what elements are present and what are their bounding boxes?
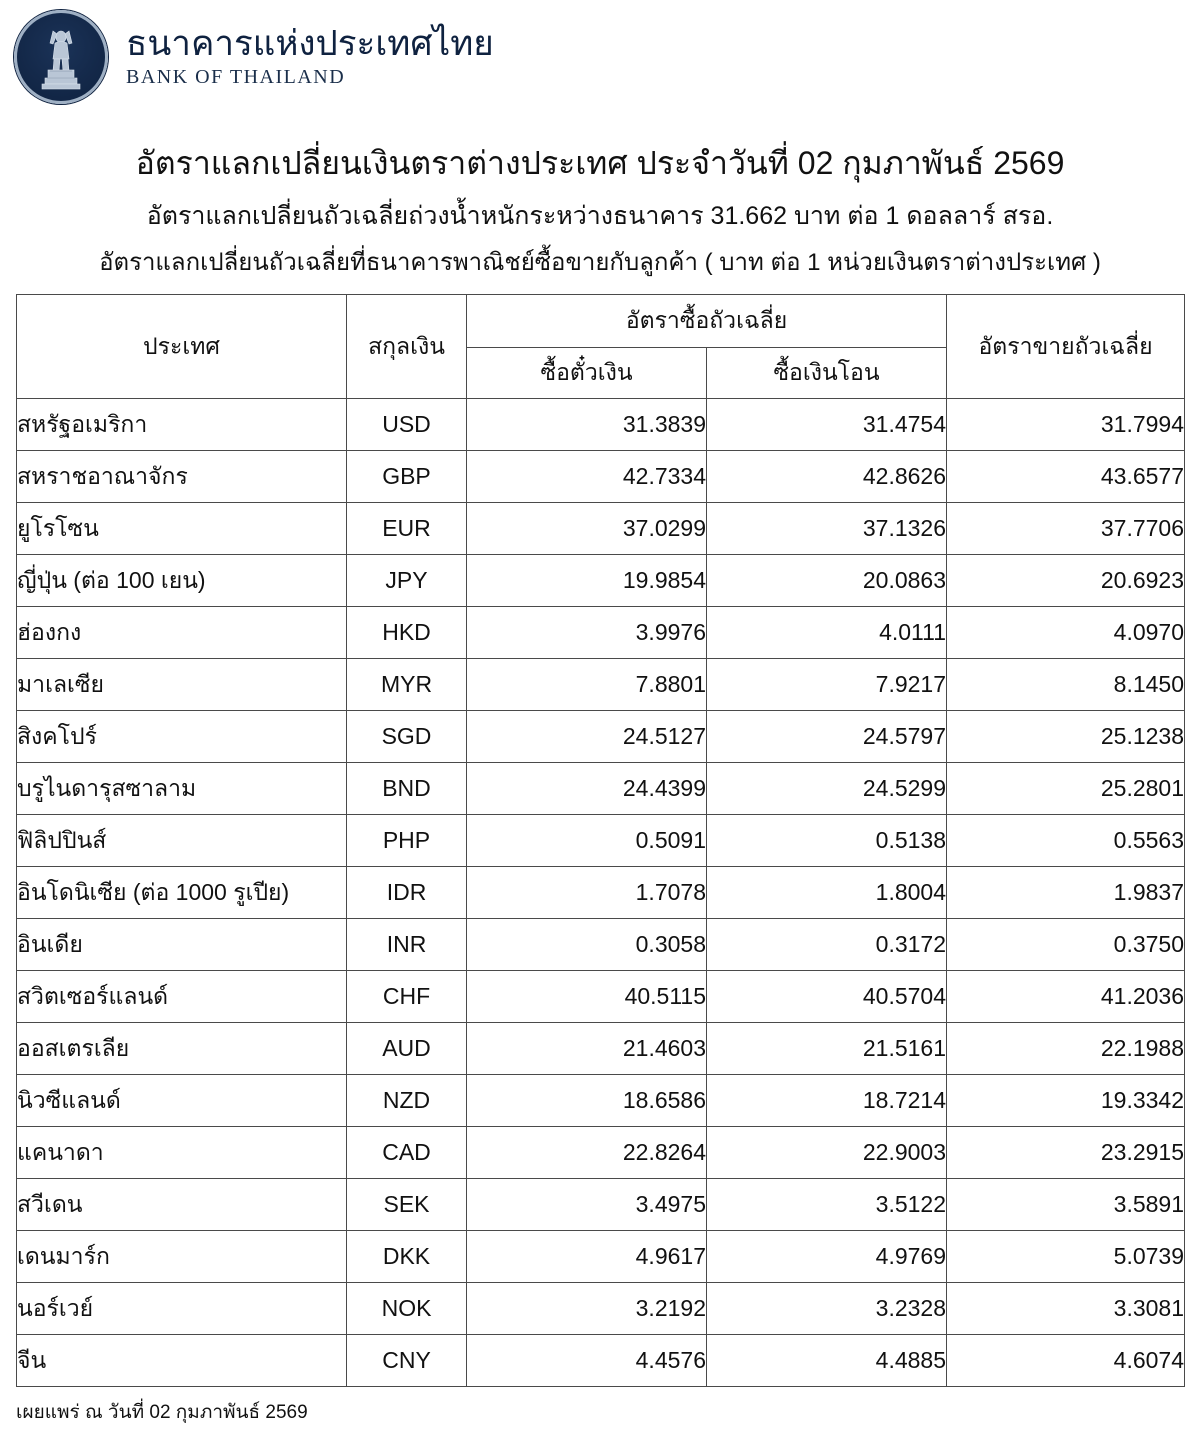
column-header-currency: สกุลเงิน	[347, 295, 467, 399]
cell-buying-sight: 42.7334	[467, 451, 707, 503]
cell-currency: NZD	[347, 1075, 467, 1127]
cell-selling: 43.6577	[947, 451, 1185, 503]
cell-currency: JPY	[347, 555, 467, 607]
table-row	[17, 555, 1185, 607]
table-row	[17, 607, 1185, 659]
cell-selling: 5.0739	[947, 1231, 1185, 1283]
table-row	[17, 1179, 1185, 1231]
cell-currency: MYR	[347, 659, 467, 711]
cell-country: นิวซีแลนด์	[17, 1075, 347, 1127]
cell-selling: 41.2036	[947, 971, 1185, 1023]
table-body	[17, 399, 1185, 1387]
cell-currency: BND	[347, 763, 467, 815]
cell-currency: SEK	[347, 1179, 467, 1231]
cell-buying-sight: 3.2192	[467, 1283, 707, 1335]
cell-buying-transfer: 4.9769	[707, 1231, 947, 1283]
cell-buying-transfer: 24.5797	[707, 711, 947, 763]
cell-currency: DKK	[347, 1231, 467, 1283]
cell-buying-sight: 37.0299	[467, 503, 707, 555]
table-row	[17, 1127, 1185, 1179]
cell-country: สิงคโปร์	[17, 711, 347, 763]
cell-selling: 25.2801	[947, 763, 1185, 815]
cell-selling: 0.3750	[947, 919, 1185, 971]
cell-selling: 8.1450	[947, 659, 1185, 711]
cell-currency: HKD	[347, 607, 467, 659]
cell-country: มาเลเซีย	[17, 659, 347, 711]
column-header-selling: อัตราขายถัวเฉลี่ย	[947, 295, 1185, 399]
table-row	[17, 659, 1185, 711]
cell-currency: EUR	[347, 503, 467, 555]
cell-buying-sight: 18.6586	[467, 1075, 707, 1127]
title-block	[0, 143, 1200, 278]
cell-selling: 23.2915	[947, 1127, 1185, 1179]
cell-buying-transfer: 40.5704	[707, 971, 947, 1023]
cell-buying-transfer: 31.4754	[707, 399, 947, 451]
table-row	[17, 1075, 1185, 1127]
cell-currency: CNY	[347, 1335, 467, 1387]
cell-selling: 4.0970	[947, 607, 1185, 659]
cell-currency: GBP	[347, 451, 467, 503]
cell-selling: 1.9837	[947, 867, 1185, 919]
cell-currency: INR	[347, 919, 467, 971]
cell-country: ฟิลิปปินส์	[17, 815, 347, 867]
cell-country: ยูโรโซน	[17, 503, 347, 555]
org-name-english: BANK OF THAILAND	[126, 66, 346, 88]
cell-country: จีน	[17, 1335, 347, 1387]
column-header-country: ประเทศ	[17, 295, 347, 399]
column-header-buying-transfer: ซื้อเงินโอน	[707, 348, 947, 399]
cell-buying-transfer: 4.4885	[707, 1335, 947, 1387]
cell-selling: 25.1238	[947, 711, 1185, 763]
cell-country: ออสเตรเลีย	[17, 1023, 347, 1075]
cell-selling: 37.7706	[947, 503, 1185, 555]
cell-selling: 31.7994	[947, 399, 1185, 451]
cell-buying-sight: 4.9617	[467, 1231, 707, 1283]
cell-currency: CHF	[347, 971, 467, 1023]
cell-country: สหราชอาณาจักร	[17, 451, 347, 503]
cell-buying-transfer: 37.1326	[707, 503, 947, 555]
published-date: เผยแพร่ ณ วันที่ 02 กุมภาพันธ์ 2569	[16, 1402, 308, 1424]
cell-country: อินเดีย	[17, 919, 347, 971]
table-row	[17, 503, 1185, 555]
cell-country: อินโดนิเซีย (ต่อ 1000 รูเปีย)	[17, 867, 347, 919]
cell-currency: AUD	[347, 1023, 467, 1075]
exchange-rates-table	[16, 294, 1185, 1387]
cell-buying-sight: 4.4576	[467, 1335, 707, 1387]
cell-buying-sight: 24.5127	[467, 711, 707, 763]
cell-buying-transfer: 0.3172	[707, 919, 947, 971]
cell-country: สวิตเซอร์แลนด์	[17, 971, 347, 1023]
commercial-bank-rate-line: อัตราแลกเปลี่ยนถัวเฉลี่ยที่ธนาคารพาณิชย์ซื้อขายกับลูกค้า ( บาท ต่อ 1 หน่วยเงินตราต่างประเทศ )	[99, 249, 1101, 277]
cell-buying-sight: 24.4399	[467, 763, 707, 815]
cell-buying-sight: 0.3058	[467, 919, 707, 971]
cell-country: บรูไนดารุสซาลาม	[17, 763, 347, 815]
interbank-rate-line: อัตราแลกเปลี่ยนถัวเฉลี่ยถ่วงน้ำหนักระหว่างธนาคาร 31.662 บาท ต่อ 1 ดอลลาร์ สรอ.	[146, 202, 1054, 230]
cell-country: ฮ่องกง	[17, 607, 347, 659]
cell-buying-sight: 3.4975	[467, 1179, 707, 1231]
cell-buying-transfer: 3.5122	[707, 1179, 947, 1231]
cell-selling: 3.3081	[947, 1283, 1185, 1335]
cell-buying-transfer: 22.9003	[707, 1127, 947, 1179]
table-row	[17, 399, 1185, 451]
page-title: อัตราแลกเปลี่ยนเงินตราต่างประเทศ ประจำวันที่ 02 กุมภาพันธ์ 2569	[135, 145, 1065, 181]
cell-buying-sight: 7.8801	[467, 659, 707, 711]
cell-selling: 19.3342	[947, 1075, 1185, 1127]
cell-country: สหรัฐอเมริกา	[17, 399, 347, 451]
table-row	[17, 867, 1185, 919]
cell-buying-sight: 40.5115	[467, 971, 707, 1023]
table-row	[17, 1335, 1185, 1387]
table-row	[17, 1231, 1185, 1283]
column-header-buying-sight: ซื้อตั๋วเงิน	[467, 348, 707, 399]
cell-buying-transfer: 18.7214	[707, 1075, 947, 1127]
cell-buying-transfer: 0.5138	[707, 815, 947, 867]
table-row	[17, 763, 1185, 815]
table-head	[17, 295, 1185, 399]
cell-buying-sight: 19.9854	[467, 555, 707, 607]
page-header	[0, 0, 1200, 105]
cell-buying-transfer: 20.0863	[707, 555, 947, 607]
cell-currency: PHP	[347, 815, 467, 867]
cell-buying-transfer: 1.8004	[707, 867, 947, 919]
table-row	[17, 1023, 1185, 1075]
table-row	[17, 971, 1185, 1023]
cell-buying-transfer: 4.0111	[707, 607, 947, 659]
bot-seal-icon	[14, 10, 108, 104]
cell-buying-transfer: 21.5161	[707, 1023, 947, 1075]
cell-currency: IDR	[347, 867, 467, 919]
cell-country: สวีเดน	[17, 1179, 347, 1231]
table-row	[17, 815, 1185, 867]
cell-country: แคนาดา	[17, 1127, 347, 1179]
org-name-block	[126, 26, 494, 87]
cell-buying-sight: 0.5091	[467, 815, 707, 867]
cell-buying-sight: 21.4603	[467, 1023, 707, 1075]
table-row	[17, 919, 1185, 971]
cell-selling: 20.6923	[947, 555, 1185, 607]
cell-buying-sight: 22.8264	[467, 1127, 707, 1179]
header-row-top	[17, 295, 1185, 348]
cell-selling: 3.5891	[947, 1179, 1185, 1231]
cell-buying-transfer: 7.9217	[707, 659, 947, 711]
cell-buying-sight: 3.9976	[467, 607, 707, 659]
cell-currency: CAD	[347, 1127, 467, 1179]
cell-selling: 4.6074	[947, 1335, 1185, 1387]
table-row	[17, 1283, 1185, 1335]
table-row	[17, 451, 1185, 503]
cell-currency: NOK	[347, 1283, 467, 1335]
rates-table-wrapper	[16, 294, 1184, 1387]
cell-buying-transfer: 24.5299	[707, 763, 947, 815]
cell-buying-sight: 31.3839	[467, 399, 707, 451]
cell-country: ญี่ปุ่น (ต่อ 100 เยน)	[17, 555, 347, 607]
cell-selling: 22.1988	[947, 1023, 1185, 1075]
cell-country: เดนมาร์ก	[17, 1231, 347, 1283]
cell-selling: 0.5563	[947, 815, 1185, 867]
column-header-buying-group: อัตราซื้อถัวเฉลี่ย	[467, 295, 947, 348]
cell-buying-sight: 1.7078	[467, 867, 707, 919]
table-row	[17, 711, 1185, 763]
cell-country: นอร์เวย์	[17, 1283, 347, 1335]
cell-currency: SGD	[347, 711, 467, 763]
cell-buying-transfer: 3.2328	[707, 1283, 947, 1335]
cell-buying-transfer: 42.8626	[707, 451, 947, 503]
org-name-thai: ธนาคารแห่งประเทศไทย	[126, 24, 494, 63]
cell-currency: USD	[347, 399, 467, 451]
